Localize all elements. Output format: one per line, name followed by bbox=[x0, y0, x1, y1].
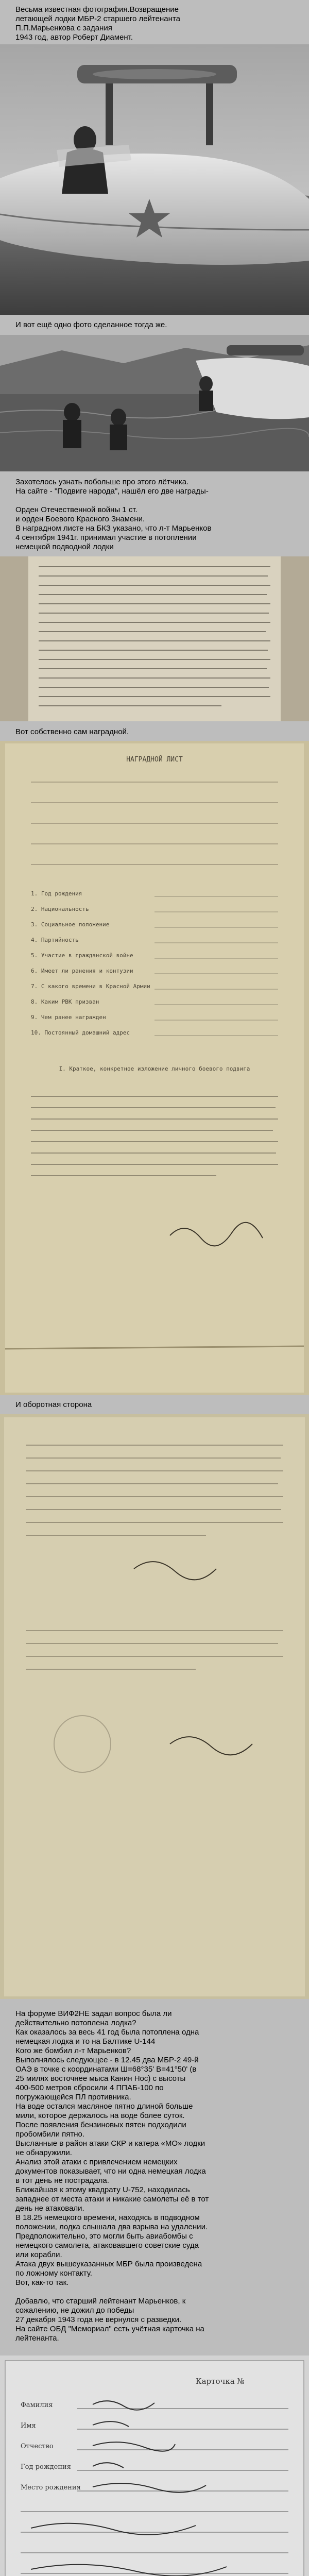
forum-line: Выполнялось следующее - в 12.45 два МБР-2 49-й bbox=[15, 2056, 199, 2064]
forum-line: немецкого самолета, атаковавшего советские суда bbox=[15, 2241, 199, 2250]
doc-row: 6. Имеет ли ранения и контузии bbox=[31, 968, 133, 974]
document-award-excerpt bbox=[0, 556, 309, 721]
caption-second-photo bbox=[15, 320, 294, 330]
forum-line: Вот, как-то так. bbox=[15, 2278, 69, 2287]
doc-row: 5. Участие в гражданской войне bbox=[31, 952, 133, 959]
forum-line: 27 декабря 1943 года не вернулся с разведки. bbox=[15, 2315, 182, 2324]
forum-line: Добавлю, что старший лейтенант Марьенков, к bbox=[15, 2297, 186, 2306]
research-line: В наградном листе на БКЗ указано, что л-т Марьенков bbox=[15, 524, 212, 533]
forum-line: На сайте ОБД "Мемориал" есть учётная карточка на bbox=[15, 2325, 204, 2333]
forum-line: в тот день не пострадала. bbox=[15, 2176, 109, 2185]
research-line: На сайте - "Подвиге народа", нашёл его две награды- bbox=[15, 487, 209, 496]
document-memorial-card-image bbox=[0, 2355, 309, 2576]
document-memorial-card bbox=[0, 2355, 309, 2576]
document-award-sheet-front-image bbox=[0, 741, 309, 1395]
card-field: Имя bbox=[21, 2422, 36, 2430]
card-field: Отчество bbox=[21, 2443, 54, 2450]
forum-line: сожалению, не дожил до победы bbox=[15, 2306, 134, 2315]
caption-award-sheet bbox=[15, 727, 294, 737]
doc-row: 2. Национальность bbox=[31, 906, 89, 912]
forum-line: документов показывает, что ни одна немецкая лодка bbox=[15, 2167, 206, 2176]
forum-line: положении, лодка слышала два взрыва на удалении. bbox=[15, 2223, 208, 2231]
research-line: немецкой подводной лодки bbox=[15, 543, 114, 551]
caption-text: Вот собственно сам наградной. bbox=[15, 727, 129, 736]
photo-flying-boat-pilot bbox=[0, 44, 309, 315]
document-award-sheet-reverse-image bbox=[0, 1414, 309, 1999]
research-line: и орден Боевого Красного Знамени. bbox=[15, 515, 145, 523]
doc-row: 4. Партийность bbox=[31, 937, 79, 943]
forum-line: мили, которое держалось на воде более суток. bbox=[15, 2111, 185, 2120]
doc-row: 10. Постоянный домашний адрес bbox=[31, 1029, 130, 1036]
forum-line: Кого же бомбил л-т Марьенков? bbox=[15, 2046, 131, 2055]
photo-men-in-water-image bbox=[0, 335, 309, 471]
doc-row: 3. Социальное положение bbox=[31, 921, 110, 928]
forum-text bbox=[15, 2009, 294, 2343]
forum-line: или корабли. bbox=[15, 2250, 62, 2259]
forum-line: 400-500 метров сбросили 4 ППАБ-100 по bbox=[15, 2083, 164, 2092]
forum-line: пробомбили пятно. bbox=[15, 2130, 85, 2139]
doc-section-title: I. Краткое, конкретное изложение личного боевого подвига bbox=[59, 1065, 250, 1072]
forum-line: Высланные в район атаки СКР и катера «МО» лодки bbox=[15, 2139, 205, 2148]
forum-line: день не атаковали. bbox=[15, 2204, 84, 2213]
card-title: Карточка № bbox=[196, 2377, 245, 2386]
document-award-sheet-reverse bbox=[0, 1414, 309, 1999]
forum-line: После появления бензиновых пятен подходили bbox=[15, 2121, 186, 2129]
card-field: Место рождения bbox=[21, 2484, 81, 2492]
doc-row: 1. Год рождения bbox=[31, 890, 82, 897]
caption-reverse-side bbox=[15, 1400, 294, 1410]
card-field: Фамилия bbox=[21, 2401, 53, 2409]
document-award-sheet-front bbox=[0, 741, 309, 1395]
research-line: Захотелось узнать побольше про этого лётчика. bbox=[15, 478, 189, 486]
forum-line: погружающейся ПЛ противника. bbox=[15, 2093, 131, 2102]
forum-line: 25 милях восточнее мыса Канин Нос) с высоты bbox=[15, 2074, 186, 2083]
forum-line: Предположительно, это могли быть авиабомбы с bbox=[15, 2232, 193, 2241]
forum-line: Ближайшая к этому квадрату U-752, находилась bbox=[15, 2185, 190, 2194]
research-line bbox=[15, 496, 294, 505]
forum-line: западнее от места атаки и никакие самолеты её в тот bbox=[15, 2195, 209, 2204]
caption-text: И оборотная сторона bbox=[15, 1400, 92, 1409]
forum-line: не обнаружили. bbox=[15, 2148, 72, 2157]
forum-line: действительно потоплена лодка? bbox=[15, 2019, 136, 2027]
forum-line: по ложному контакту. bbox=[15, 2269, 92, 2278]
forum-line: Анализ этой атаки с привлечением немецких bbox=[15, 2158, 178, 2166]
card-field: Год рождения bbox=[21, 2463, 71, 2471]
intro-line: 1943 год, автор Роберт Диамент. bbox=[15, 33, 133, 42]
research-line: 4 сентября 1941г. принимал участие в потоплении bbox=[15, 533, 197, 542]
doc-row: 7. С какого времени в Красной Армии bbox=[31, 983, 150, 990]
intro-line: П.П.Марьенкова с задания bbox=[15, 24, 112, 32]
forum-line bbox=[15, 2287, 294, 2297]
forum-line: В 18.25 немецкого времени, находясь в подводном bbox=[15, 2213, 200, 2222]
intro-text bbox=[15, 5, 294, 42]
forum-line: На форуме ВИФ2НЕ задал вопрос была ли bbox=[15, 2009, 172, 2018]
intro-line: летающей лодки МБР-2 старшего лейтенанта bbox=[15, 14, 180, 23]
research-text bbox=[15, 478, 294, 552]
photo-men-in-water bbox=[0, 335, 309, 471]
photo-flying-boat-image bbox=[0, 44, 309, 315]
forum-line: Как оказалось за весь 41 год была потоплена одна bbox=[15, 2028, 199, 2037]
caption-text: И вот ещё одно фото сделанное тогда же. bbox=[15, 320, 167, 329]
forum-line: Атака двух вышеуказанных МБР была произведена bbox=[15, 2260, 202, 2268]
forum-line: На воде остался масляное пятно длиной больше bbox=[15, 2102, 193, 2111]
doc-row: 9. Чем ранее награжден bbox=[31, 1014, 106, 1021]
research-line: Орден Отечественной войны 1 ст. bbox=[15, 505, 138, 514]
forum-line: немецкая лодка и то на Балтике U-144 bbox=[15, 2037, 156, 2046]
forum-line: лейтенанта. bbox=[15, 2334, 59, 2343]
doc-header: НАГРАДНОЙ ЛИСТ bbox=[126, 756, 183, 764]
doc-row: 8. Каким РВК призван bbox=[31, 998, 99, 1005]
intro-line: Весьма известная фотография.Возвращение bbox=[15, 5, 179, 14]
forum-line: ОАЭ в точке с координатами Ш=68°35' В=41°50' (в bbox=[15, 2065, 197, 2074]
document-award-excerpt-image bbox=[0, 556, 309, 721]
